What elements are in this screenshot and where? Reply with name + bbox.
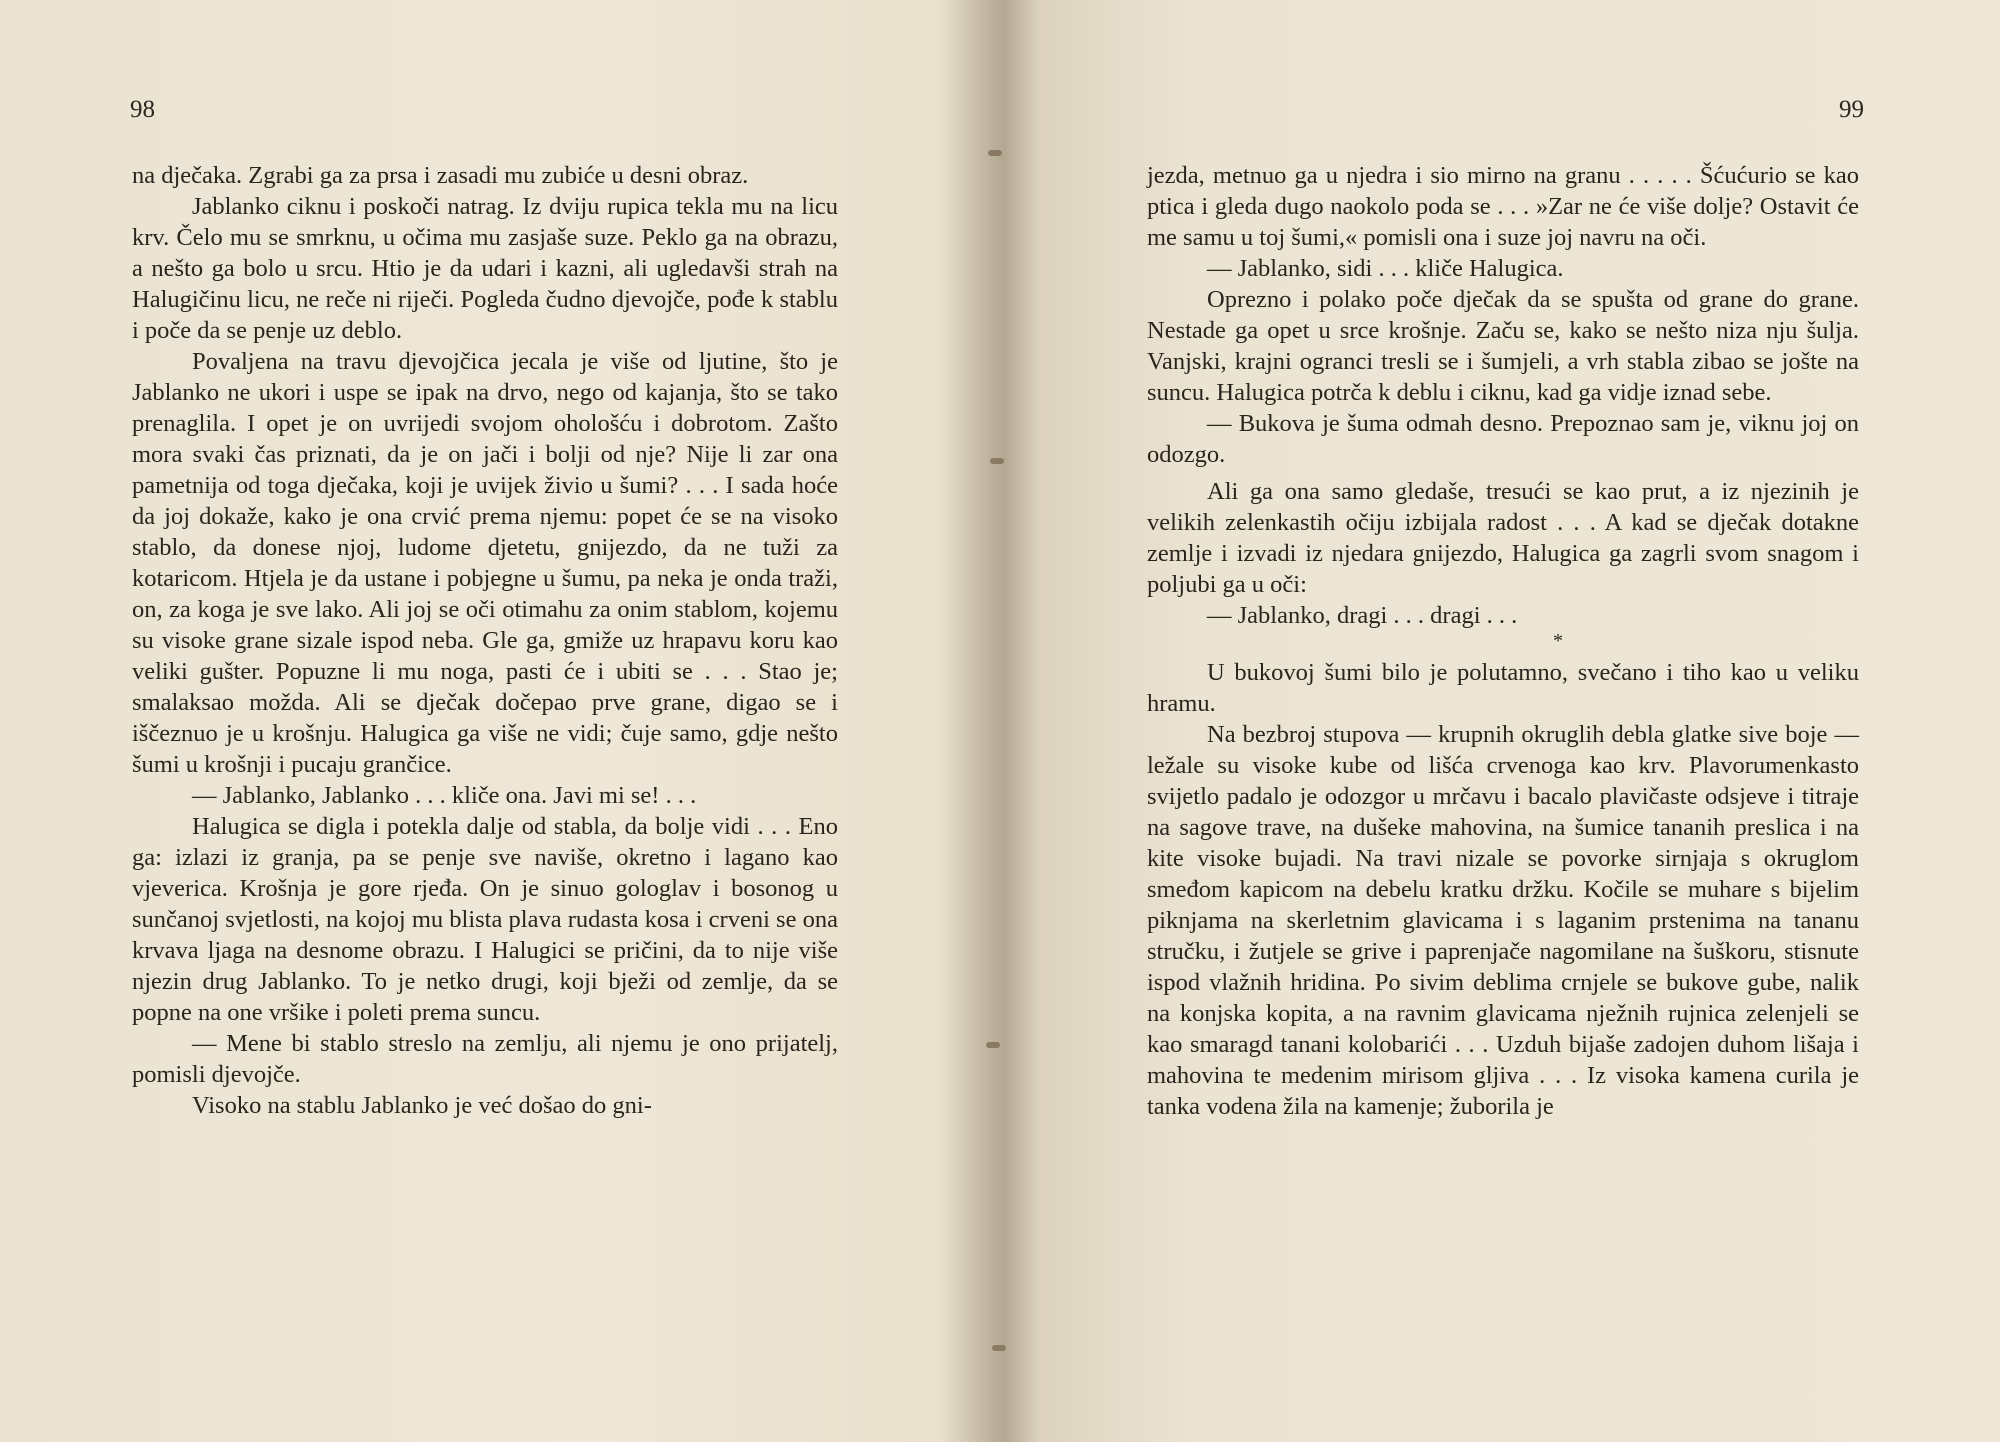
- paragraph: Ali ga ona samo gledaše, tresući se kao prut, a iz njezinih je velikih zelenkastih očiju izbijala radost . . . A kad se dječak dotakne zemlje i izvadi iz njedara gnijezdo, Halugica ga zagrli svom snagom i poljubi ga u oči:: [1147, 478, 1859, 598]
- paragraph: Jablanko ciknu i poskoči natrag. Iz dviju rupica tekla mu na licu krv. Čelo mu se smrknu, u očima mu zasjaše suze. Peklo ga na obrazu, a nešto ga bolo u srcu. Htio je da udari i kazni, ali ugledavši strah na Halugičinu licu, ne reče ni riječi. Pogleda čudno djevojče, pođe k stablu i poče da se penje uz deblo.: [132, 193, 838, 344]
- paragraph: Povaljena na travu djevojčica jecala je više od ljutine, što je Jablanko ne ukori i uspe se ipak na drvo, nego od kajanja, što se tako prenaglila. I opet je on uvrijedi svojom ohološću i dobrotom. Zašto mora svaki čas priznati, da je on jači i bolji od nje? Nije li zar ona pametnija od toga dječaka, koji je uvijek živio u šumi? . . . I sada hoće da joj dokaže, kako je ona crvić prema njemu: popet će se na visoko stablo, da donese njoj, ludome djetetu, gnijezdo, da ne tuži za kotaricom. Htjela je da ustane i pobjegne u šumu, pa neka je onda traži, on, za koga je sve lako. Ali joj se oči otimahu za onim stablom, kojemu su visoke grane sizale ispod neba. Gle ga, gmiže uz hrapavu koru kao veliki gušter. Popuzne li mu noga, pasti će i ubiti se . . . Stao je; smalaksao možda. Ali se dječak dočepao prve grane, digao se i iščeznuo je u krošnju. Halugica ga više ne vidi; čuje samo, gdje nešto šumi u krošnji i pucaju grančice.: [132, 348, 838, 778]
- paragraph: — Jablanko, sidi . . . kliče Halugica.: [1207, 255, 1564, 282]
- paragraph: U bukovoj šumi bilo je polutamno, svečano i tiho kao u veliku hramu.: [1147, 659, 1859, 717]
- paragraph: jezda, metnuo ga u njedra i sio mirno na granu . . . . . Šćućurio se kao ptica i gleda dugo naokolo poda se . . . »Zar ne će više dolje? Ostavit će me samu u toj šumi,« pomisli ona i suze joj navru na oči.: [1147, 162, 1859, 251]
- page-text: [132, 160, 838, 1121]
- binding-thread-mark: [988, 150, 1002, 156]
- binding-thread-mark: [990, 458, 1004, 464]
- paragraph: — Mene bi stablo streslo na zemlju, ali njemu je ono prijatelj, pomisli djevojče.: [132, 1030, 838, 1088]
- right-page: [1010, 0, 2000, 1442]
- paragraph: Na bezbroj stupova — krupnih okruglih debla glatke sive boje — ležale su visoke kube od lišća crvenoga kao krv. Plavorumenkasto svijetlo padalo je odozgor u mrčavu i bacalo plavičaste odsjeve i titraje na sagove trave, na dušeke mahovina, na šumice tananih preslica i na kite visoke bujadi. Na travi nizale se povorke sirnjaja s okruglom smeđom kapicom na debelu kratku držku. Kočile se muhare s bijelim piknjama na skerletnim glavicama i s laganim prstenima na tananu stručku, i žutjele se grive i paprenjače nagomilane na šuškoru, stisnute ispod vlažnih hridina. Po sivim deblima crnjele se bukove gube, nalik na konjska kopita, a na ravnim glavicama nježnih rujnica zelenjeli se kao smaragd tanani kolobarići . . . Uzduh bijaše zadojen duhom lišaja i mahovina te medenim mirisom gljiva . . . Iz visoka kamena curila je tanka vodena žila na kamenje; žuborila je: [1147, 721, 1859, 1120]
- left-page: [0, 0, 990, 1442]
- page-number: 99: [1839, 96, 1864, 123]
- binding-thread-mark: [992, 1345, 1006, 1351]
- paragraph: — Jablanko, dragi . . . dragi . . .: [1207, 602, 1518, 629]
- paragraph: — Bukova je šuma odmah desno. Prepoznao sam je, viknu joj on odozgo.: [1147, 410, 1859, 468]
- page-number: 98: [130, 96, 155, 123]
- section-break: *: [1553, 630, 1563, 652]
- paragraph: Oprezno i polako poče dječak da se spušta od grane do grane. Nestade ga opet u srce krošnje. Začu se, kako se nešto niza nju šulja. Vanjski, krajni ogranci tresli se i šumjeli, a vrh stabla zibao se jošte na suncu. Halugica potrča k deblu i ciknu, kad ga vidje iznad sebe.: [1147, 286, 1859, 406]
- paragraph: na dječaka. Zgrabi ga za prsa i zasadi mu zubiće u desni obraz.: [132, 162, 749, 189]
- page-text: [1147, 160, 1859, 1122]
- paragraph: Visoko na stablu Jablanko je već došao do gni-: [192, 1092, 652, 1119]
- paragraph: — Jablanko, Jablanko . . . kliče ona. Javi mi se! . . .: [192, 782, 697, 809]
- paragraph: Halugica se digla i potekla dalje od stabla, da bolje vidi . . . Eno ga: izlazi iz granja, pa se penje sve naviše, okretno i lagano kao vjeverica. Krošnja je gore rjeđa. On je sinuo gologlav i bosonog u sunčanoj svjetlosti, na kojoj mu blista plava rudasta kosa i crveni se ona krvava ljaga na desnome obrazu. I Halugici se pričini, da to nije više njezin drug Jablanko. To je netko drugi, koji bježi od zemlje, da se popne na one vršike i poleti prema suncu.: [132, 813, 838, 1026]
